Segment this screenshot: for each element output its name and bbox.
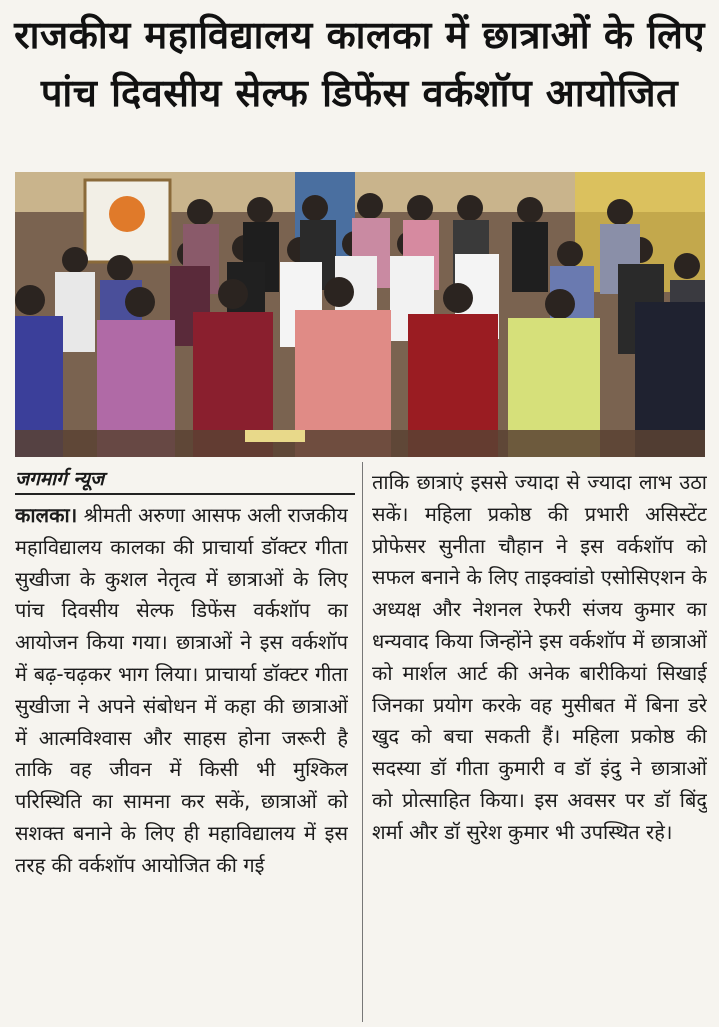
article-column-right (372, 467, 707, 1022)
headline-line-2: पांच दिवसीय सेल्फ डिफेंस वर्कशॉप आयोजित (40, 71, 679, 115)
article-text-left: श्रीमती अरुणा आसफ अली राजकीय महाविद्यालय कालका की प्राचार्या डॉक्टर गीता सुखीजा के कुशल नेतृत्व में छात्राओं के लिए पांच दिवसीय सेल्फ डिफेंस वर्कशॉप का आयोजन किया गया। छात्राओं ने इस वर्कशॉप में बढ़-चढ़कर भाग लिया। प्राचार्या डॉक्टर गीता सुखीजा ने अपने संबोधन में कहा की छात्राओं में आत्मविश्वास और साहस होना जरूरी है ताकि वह जीवन में किसी भी मुश्किल परिस्थिति का सामना कर सकें, छात्राओं को सशक्त बनाने के लिए ही महाविद्यालय में इस तरह की वर्कशॉप आयोजित की गई (15, 503, 348, 877)
headline-line-1: राजकीय महाविद्यालय कालका में छात्राओं के लिए (14, 13, 705, 57)
column-divider (362, 462, 363, 1022)
article-text-right: ताकि छात्राएं इससे ज्यादा से ज्यादा लाभ उठा सकें। महिला प्रकोष्ठ की प्रभारी असिस्टेंट प्रोफेसर सुनीता चौहान ने इस वर्कशॉप को सफल बनाने के लिए ताइक्वांडो एसोसिएशन के अध्यक्ष और नेशनल रेफरी संजय कुमार का धन्यवाद किया जिन्होंने इस वर्कशॉप में छात्राओं को मार्शल आर्ट की अनेक बारीकियां सिखाई जिनका प्रयोग करके वह मुसीबत में बिना डरे खुद को बचा सकती हैं। महिला प्रकोष्ठ की सदस्या डॉ गीता कुमारी व डॉ इंदु ने छात्राओं को प्रोत्साहित किया। इस अवसर पर डॉ बिंदु शर्मा और डॉ सुरेश कुमार भी उपस्थित रहे। (372, 470, 707, 844)
article-paragraph-left (15, 500, 348, 882)
byline: जगमार्ग न्यूज (15, 465, 355, 495)
group-photo (15, 172, 705, 457)
group-photo-image (15, 172, 705, 457)
headline (0, 6, 719, 122)
dateline: कालका। (15, 503, 78, 527)
article-column-left (15, 500, 348, 1022)
